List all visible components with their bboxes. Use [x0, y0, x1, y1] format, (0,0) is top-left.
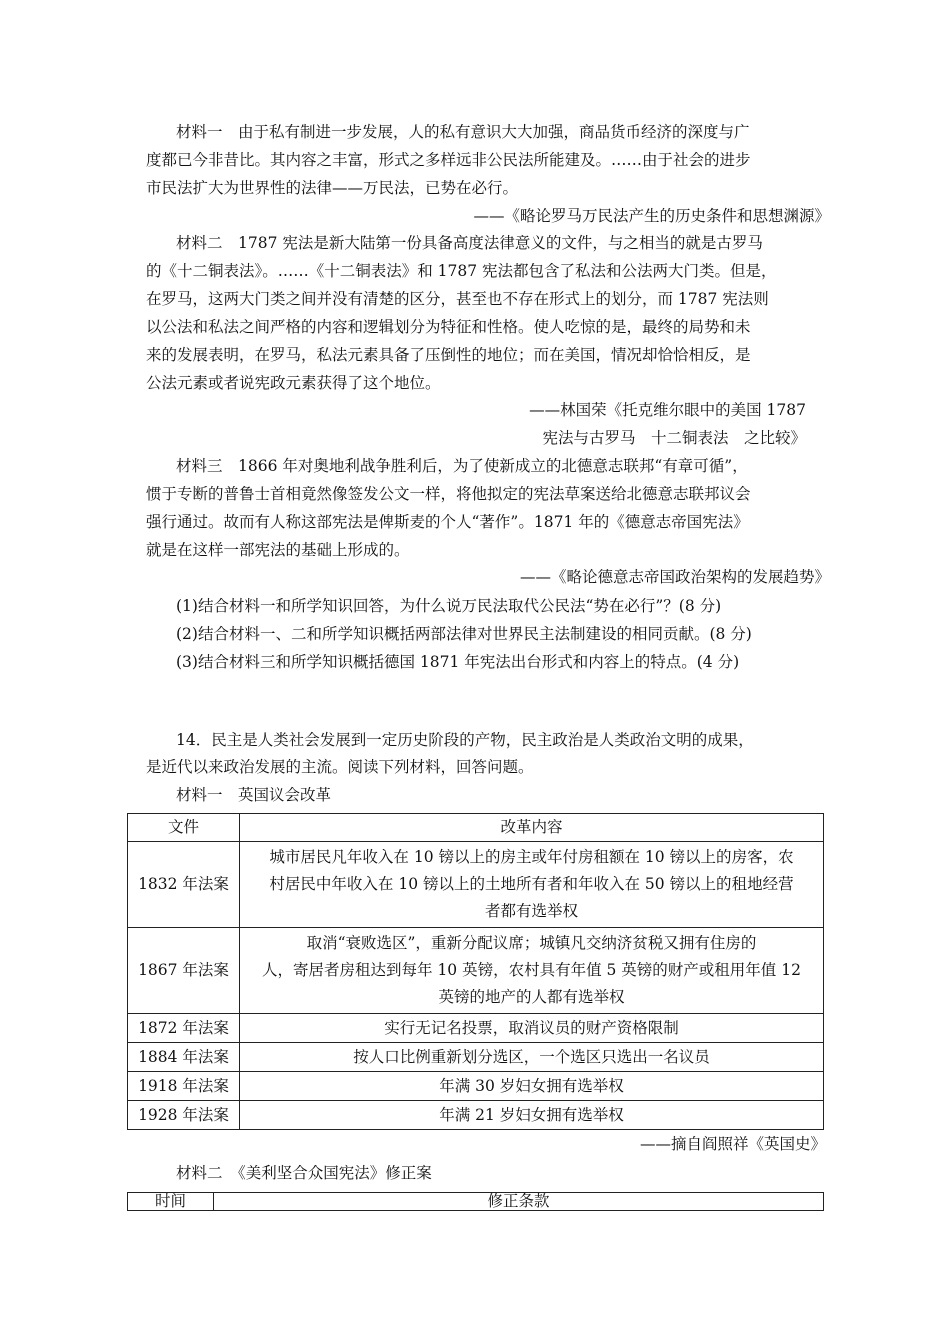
m3-line-3: 强行通过。故而有人称这部宪法是俾斯麦的个人“著作”。1871 年的《德意志帝国宪法》 [146, 513, 749, 531]
row-content: 实行无记名投票，取消议员的财产资格限制 [240, 1014, 824, 1043]
content-line: 人，寄居者房租达到每年 10 英镑，农村具有年值 5 英镑的财产或租用年值 12 [262, 961, 801, 979]
table-row [128, 1072, 824, 1101]
table-row [128, 1043, 824, 1072]
table-header-row [128, 1193, 824, 1211]
row-document: 1928 年法案 [128, 1101, 240, 1130]
row-content: 年满 21 岁妇女拥有选举权 [240, 1101, 824, 1130]
m2-line-2: 的《十二铜表法》。……《十二铜表法》和 1787 宪法都包含了私法和公法两大门类。但是， [146, 262, 777, 280]
question-2: (2)结合材料一、二和所学知识概括两部法律对世界民主法制建设的相同贡献。(8 分) [176, 625, 752, 643]
row-document: 1884 年法案 [128, 1043, 240, 1072]
table-header-row [128, 814, 824, 842]
q14-intro-line-2: 是近代以来政治发展的主流。阅读下列材料，回答问题。 [146, 758, 534, 776]
table-row [128, 1101, 824, 1130]
m2-source-line-2: 宪法与古罗马 十二铜表法 之比较》 [542, 429, 806, 447]
m1-source: ——《略论罗马万民法产生的历史条件和思想渊源》 [473, 207, 830, 225]
row-document: 1872 年法案 [128, 1014, 240, 1043]
m2-line-4: 以公法和私法之间严格的内容和逻辑划分为特征和性格。使人吃惊的是，最终的局势和未 [146, 318, 751, 336]
question-1: (1)结合材料一和所学知识回答，为什么说万民法取代公民法“势在必行”？(8 分) [176, 597, 722, 615]
m2-line-6: 公法元素或者说宪政元素获得了这个地位。 [146, 374, 441, 392]
content-line: 取消“衰败选区”，重新分配议席；城镇凡交纳济贫税又拥有住房的 [306, 934, 757, 952]
row-document: 1918 年法案 [128, 1072, 240, 1101]
reform-table [127, 813, 824, 1130]
m3-line-1: 材料三 1866 年对奥地利战争胜利后，为了使新成立的北德意志联邦“有章可循”， [176, 457, 748, 475]
q14-material-2-title: 材料二 《美利坚合众国宪法》修正案 [176, 1164, 432, 1182]
header-time: 时间 [128, 1193, 214, 1211]
row-content [240, 928, 824, 1014]
m3-source: ——《略论德意志帝国政治架构的发展趋势》 [519, 568, 830, 586]
row-document: 1867 年法案 [128, 928, 240, 1014]
header-amendment: 修正条款 [214, 1193, 824, 1211]
table-row [128, 928, 824, 1014]
row-content [240, 842, 824, 928]
m2-line-5: 来的发展表明，在罗马，私法元素具备了压倒性的地位；而在美国，情况却恰恰相反，是 [146, 346, 751, 364]
m2-source-line-1: ——林国荣《托克维尔眼中的美国 1787 [529, 401, 806, 419]
m3-line-2: 惯于专断的普鲁士首相竟然像签发公文一样，将他拟定的宪法草案送给北德意志联邦议会 [146, 485, 751, 503]
m3-line-4: 就是在这样一部宪法的基础上形成的。 [146, 541, 410, 559]
m1-line-3: 市民法扩大为世界性的法律——万民法，已势在必行。 [146, 179, 519, 197]
m2-line-3: 在罗马，这两大门类之间并没有清楚的区分，甚至也不存在形式上的划分，而 1787 宪法则 [146, 290, 769, 308]
row-content: 年满 30 岁妇女拥有选举权 [240, 1072, 824, 1101]
header-content: 改革内容 [240, 814, 824, 842]
m1-line-2: 度都已今非昔比。其内容之丰富，形式之多样远非公民法所能建及。……由于社会的进步 [146, 151, 751, 169]
content-line: 城市居民凡年收入在 10 镑以上的房主或年付房租额在 10 镑以上的房客，农 [269, 848, 794, 866]
q14-material-1-title: 材料一 英国议会改革 [176, 786, 332, 804]
m1-line-1: 材料一 由于私有制进一步发展，人的私有意识大大加强，商品货币经济的深度与广 [176, 123, 750, 141]
row-document: 1832 年法案 [128, 842, 240, 928]
question-3: (3)结合材料三和所学知识概括德国 1871 年宪法出台形式和内容上的特点。(4 分) [176, 653, 740, 671]
content-line: 英镑的地产的人都有选举权 [438, 988, 625, 1006]
table1-source: ——摘自阎照祥《英国史》 [639, 1135, 826, 1153]
q14-intro-line-1: 14．民主是人类社会发展到一定历史阶段的产物，民主政治是人类政治文明的成果， [176, 731, 754, 749]
content-line: 村居民中年收入在 10 镑以上的土地所有者和年收入在 50 镑以上的租地经营 [269, 875, 794, 893]
row-content: 按人口比例重新划分选区，一个选区只选出一名议员 [240, 1043, 824, 1072]
header-document: 文件 [128, 814, 240, 842]
table-row [128, 1014, 824, 1043]
table-row [128, 842, 824, 928]
content-line: 者都有选举权 [484, 902, 578, 920]
m2-line-1: 材料二 1787 宪法是新大陆第一份具备高度法律意义的文件，与之相当的就是古罗马 [176, 234, 763, 252]
amendment-table [127, 1192, 824, 1211]
